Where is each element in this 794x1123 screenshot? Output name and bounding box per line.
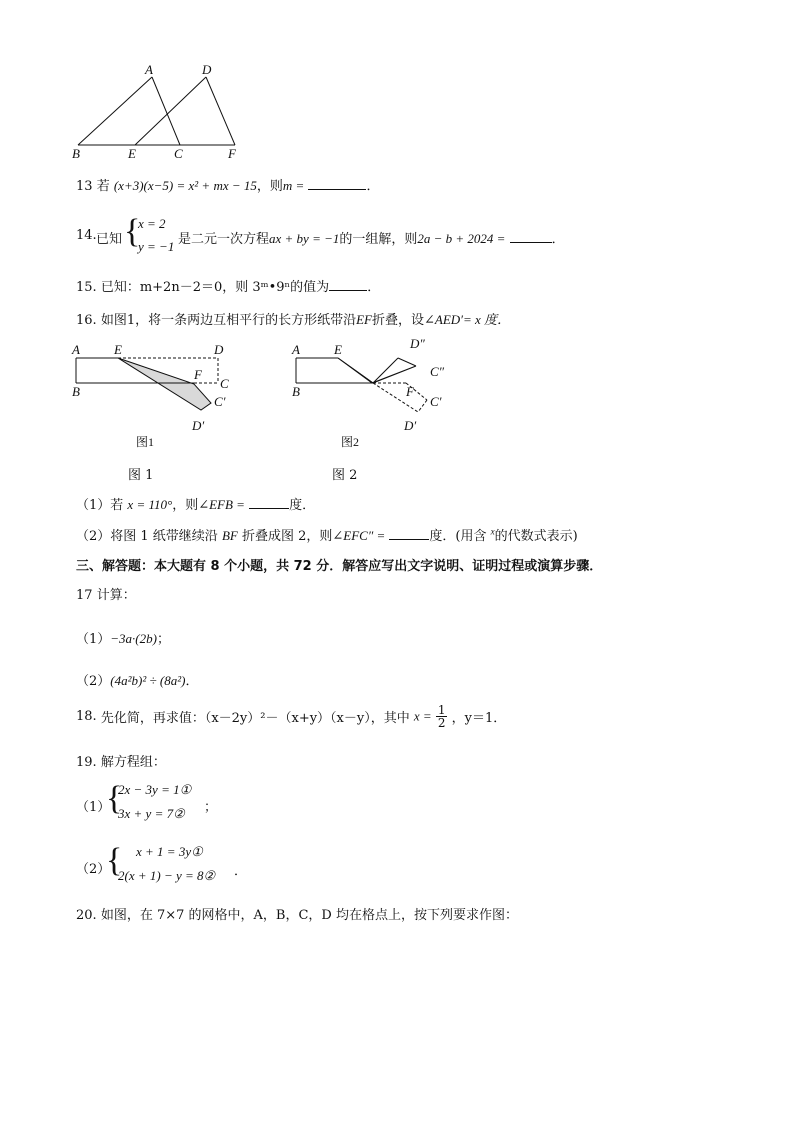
fig1-label-C-prime: C′ [214,394,226,409]
q16-sub2-end: 度．(用含 [429,529,487,544]
fig2-label-C-double-prime: C″ [430,364,445,379]
figure-1 [66,338,246,453]
q16-sub1-angle: EFB = [209,497,245,512]
q18-frac-num: 1 [437,703,446,717]
fig2-label-D-double-prime: D″ [410,338,425,351]
label-C: C [174,146,183,161]
q16-sub1-mid: ，则∠ [172,498,210,513]
figure-2 [286,338,466,453]
q16-text2: 折叠，设∠ [372,313,435,328]
q14-end: ． [551,232,565,247]
q18-frac-den: 2 [437,716,446,730]
q19-title: 解方程组： [100,755,166,770]
question-18 [76,704,506,729]
label-D: D [202,62,212,77]
q17-title: 计算： [96,588,136,603]
q14-answer-blank[interactable] [510,228,552,243]
fig1-label-B: B [72,384,80,399]
q14-system-eq2: y = −1 [138,239,175,254]
q14-brace: { [124,213,141,250]
q16-sub1-cond: x = 110° [127,497,173,512]
q13-expression: (x+3)(x−5) = x² + mx − 15 [113,178,257,193]
fig1-label-F: F [194,367,202,382]
question-15 [76,276,380,295]
q15-number: 15. [76,280,97,295]
top-triangle-figure [60,60,260,165]
q19-p2-brace: { [106,842,123,879]
fig1-label-C: C [220,376,229,391]
q13-mid: ，则 [256,179,283,194]
q17-p1-expr: −3a·(2b) [110,631,157,646]
q16-angle: AED′ [434,312,464,327]
fig2-label-B: B [292,384,300,399]
q19-number: 19. [76,755,97,770]
q14-mid2: 的一组解，则 [339,232,418,247]
label-B: B [72,146,80,161]
q18-text: 先化简，再求值：（x－2y）²－（x+y）（x－y），其中 [100,711,410,726]
q18-yeq: ，y＝1． [451,711,507,726]
q15-text: 已知：m+2n－2＝0，则 3ᵐ•9ⁿ的值为 [100,280,330,295]
q19-p2-end: ． [234,864,248,879]
q17-p2-expr: (4a²b)² ÷ (8a²) [110,673,186,688]
q13-answer-blank[interactable] [308,175,366,190]
question-19-title [76,751,166,770]
label-A: A [145,62,153,77]
q13-var: m = [282,178,305,193]
fig1-label-D-prime: D′ [192,418,205,433]
q14-prefix: 已知 [96,232,123,247]
q20-number: 20. [76,908,97,923]
q17-part2 [76,670,198,689]
q19-p1-eq2: 3x + y = 7② [118,806,185,821]
q14-number: 14. [76,228,97,243]
label-F: F [228,146,236,161]
question-20 [76,904,518,923]
q13-end: ． [366,179,380,194]
q16-sub1-label: （1）若 [76,498,124,513]
fig1-inner-caption: 图1 [136,435,155,449]
fig1-label-D: D [214,342,224,357]
q16-sub2-label: （2）将图 1 纸带继续沿 [76,529,218,544]
q17-number: 17 [76,588,93,603]
q14-mid1: 是二元一次方程 [178,232,270,247]
q17-part1 [76,628,170,647]
question-16 [76,309,510,328]
q16-sub2-mid: 折叠成图 2，则∠ [241,529,344,544]
fig2-label-C-prime: C′ [430,394,442,409]
q16-sub2-answer-blank[interactable] [389,525,429,540]
fig1-label-E: E [114,342,122,357]
q16-number: 16. [76,313,97,328]
q19-p1-end: ； [204,800,218,815]
question-13 [76,175,379,194]
fig1-label-A: A [72,342,80,357]
q18-number: 18. [76,709,97,724]
q16-text1: 如图1，将一条两边互相平行的长方形纸带沿 [100,313,357,328]
q18-xeq: x = [413,708,432,724]
q19-p1-eq1: 2x − 3y = 1① [118,782,192,797]
q19-p1-brace: { [106,780,123,817]
q16-sub2-angle: EFC″ = [343,528,386,543]
q16-sub2-tail: 的代数式表示) [494,529,578,544]
q16-sub2-x: x [490,526,495,537]
q18-fraction [436,704,448,729]
q17-p2-label: （2） [76,674,111,689]
q13-number: 13 [76,179,93,194]
q16-ef: EF [356,312,372,327]
q16-sub1 [76,494,315,513]
q16-sub2 [76,525,578,544]
q20-text: 如图，在 7×7 的网格中，A，B，C，D 均在格点上，按下列要求作图： [100,908,518,923]
q13-prefix: 若 [96,179,110,194]
q17-p2-end: ． [185,674,199,689]
q19-p1-label: （1） [76,800,111,815]
label-E: E [128,146,136,161]
fig1-caption: 图 1 [128,468,154,483]
q17-p1-end: ； [156,632,170,647]
q15-answer-blank[interactable] [329,276,367,291]
question-17-title [76,584,136,603]
q16-sub2-bf: BF [221,528,238,543]
fig2-label-F: F [406,384,414,399]
q19-p2-eq2: 2(x + 1) − y = 8② [118,868,216,883]
section-3-heading: 三、解答题：本大题有 8 个小题，共 72 分．解答应写出文字说明、证明过程或演算步骤． [76,559,603,574]
q15-end: ． [367,280,381,295]
fig2-caption: 图 2 [332,468,358,483]
fig2-label-E: E [334,342,342,357]
q16-sub1-answer-blank[interactable] [249,494,289,509]
q16-sub1-end: 度． [289,498,316,513]
q14-system-eq1: x = 2 [138,216,166,231]
q14-text [178,228,565,247]
q17-p1-label: （1） [76,632,111,647]
fig2-label-D-prime: D′ [404,418,417,433]
q14-equation: ax + by = −1 [269,231,340,246]
q19-p2-eq1: x + 1 = 3y① [136,844,203,859]
q19-p2-label: （2） [76,862,111,877]
q16-text3: = x 度． [463,312,511,327]
fig2-label-A: A [292,342,300,357]
q14-expression: 2a − b + 2024 = [417,231,506,246]
fig2-inner-caption: 图2 [341,435,360,449]
